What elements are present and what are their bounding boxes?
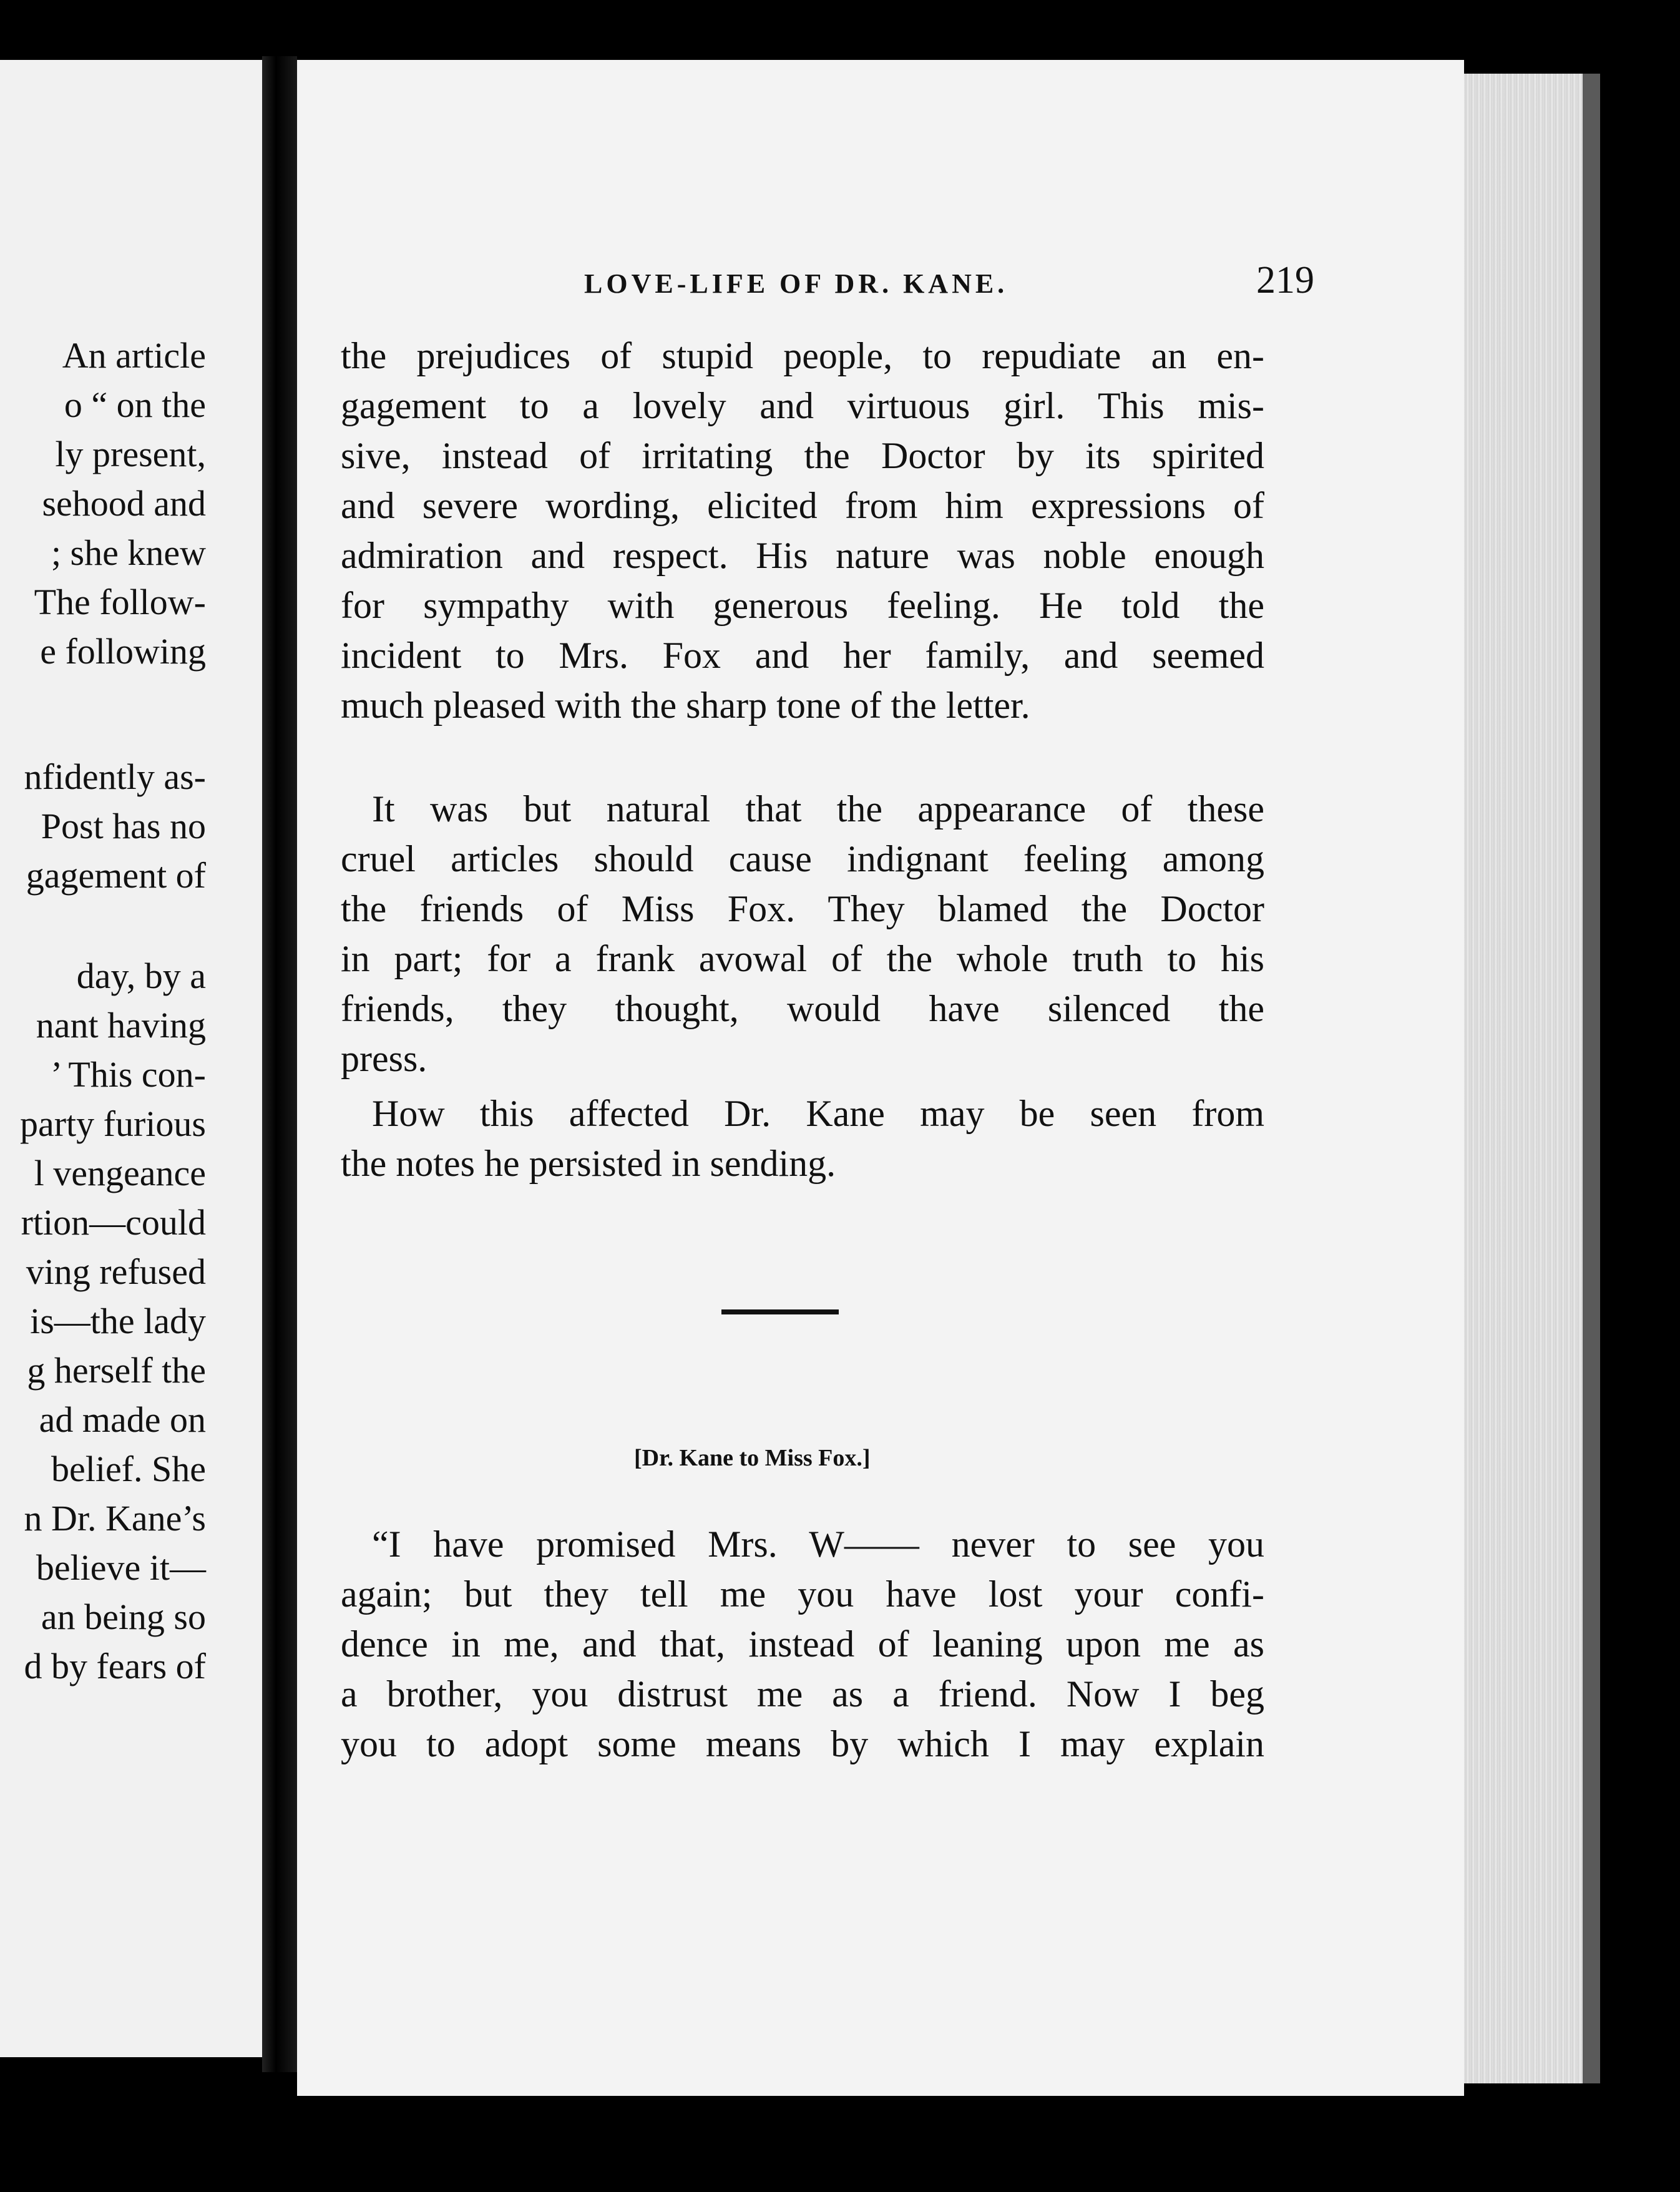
- left-line: ad made on: [39, 1399, 206, 1440]
- left-facing-page: [0, 60, 262, 2057]
- text-line: the friends of Miss Fox. They blamed the Doctor: [341, 888, 1264, 929]
- section-rule: [721, 1309, 839, 1314]
- text-line: How this affected Dr. Kane may be seen from: [372, 1093, 1264, 1134]
- text-line: gagement to a lovely and virtuous girl. This mis-: [341, 385, 1264, 426]
- paragraph: [341, 1089, 1264, 1188]
- text-line: a brother, you distrust me as a friend. Now I beg: [341, 1673, 1264, 1715]
- text-line: the prejudices of stupid people, to repudiate an en-: [341, 335, 1264, 376]
- book-gutter: [262, 56, 297, 2072]
- running-title: LOVE-LIFE OF DR. KANE.: [584, 268, 1008, 299]
- letter-heading: [Dr. Kane to Miss Fox.]: [634, 1445, 871, 1471]
- left-line: nant having: [36, 1005, 206, 1045]
- page-edges: [1464, 74, 1583, 2083]
- left-line: rtion—could: [21, 1202, 206, 1243]
- text-line: dence in me, and that, instead of leaning upon me as: [341, 1623, 1264, 1665]
- left-line: is—the lady: [30, 1301, 206, 1341]
- text-line: you to adopt some means by which I may explain: [341, 1723, 1264, 1764]
- left-line: day, by a: [76, 956, 206, 996]
- left-paragraph-gap: [0, 900, 206, 951]
- paragraph: [341, 784, 1264, 1084]
- left-line: believe it—: [36, 1547, 206, 1588]
- paragraph: [341, 331, 1264, 730]
- text-line: the notes he persisted in sending.: [341, 1143, 836, 1184]
- text-line: much pleased with the sharp tone of the letter.: [341, 685, 1030, 726]
- left-line: belief. She: [51, 1449, 206, 1489]
- left-line: g herself the: [27, 1350, 206, 1391]
- text-line: “I have promised Mrs. W—— never to see you: [372, 1524, 1264, 1565]
- right-page: [297, 60, 1464, 2096]
- text-line: admiration and respect. His nature was noble enough: [341, 535, 1264, 576]
- left-line: party furious: [20, 1103, 206, 1144]
- left-line: n Dr. Kane’s: [24, 1498, 206, 1539]
- left-line: ; she knew: [51, 532, 206, 573]
- text-line: incident to Mrs. Fox and her family, and seemed: [341, 635, 1264, 676]
- text-line: cruel articles should cause indignant feeling among: [341, 838, 1264, 879]
- text-line: and severe wording, elicited from him expressions of: [341, 485, 1264, 526]
- running-head: [584, 258, 1314, 303]
- left-line: Post has no: [41, 806, 206, 846]
- text-line: press.: [341, 1038, 427, 1079]
- left-line: An article: [62, 335, 206, 376]
- left-line: d by fears of: [24, 1646, 206, 1686]
- page-edges-shadow: [1583, 74, 1600, 2083]
- left-line: o “ on the: [64, 384, 206, 425]
- text-line: again; but they tell me you have lost your confi-: [341, 1573, 1264, 1615]
- left-line: an being so: [41, 1597, 206, 1637]
- left-line: ly present,: [55, 434, 206, 474]
- text-line: sive, instead of irritating the Doctor by its spirited: [341, 435, 1264, 476]
- text-line: It was but natural that the appearance of these: [372, 788, 1264, 829]
- page-number: 219: [1256, 259, 1314, 301]
- paragraph: [341, 1519, 1264, 1769]
- left-line: e following: [40, 631, 206, 672]
- left-line: The follow-: [34, 582, 206, 622]
- left-line: l vengeance: [34, 1153, 206, 1193]
- left-line: gagement of: [26, 855, 206, 896]
- left-line: nfidently as-: [24, 756, 206, 797]
- text-line: friends, they thought, would have silenced the: [341, 988, 1264, 1029]
- text-line: in part; for a frank avowal of the whole truth to his: [341, 938, 1264, 979]
- left-paragraph-gap: [0, 676, 206, 752]
- left-line: ’ This con-: [50, 1054, 206, 1095]
- text-line: for sympathy with generous feeling. He told the: [341, 585, 1264, 626]
- left-line: sehood and: [42, 483, 206, 524]
- left-line: ving refused: [26, 1251, 206, 1292]
- left-page-text: [0, 331, 206, 1691]
